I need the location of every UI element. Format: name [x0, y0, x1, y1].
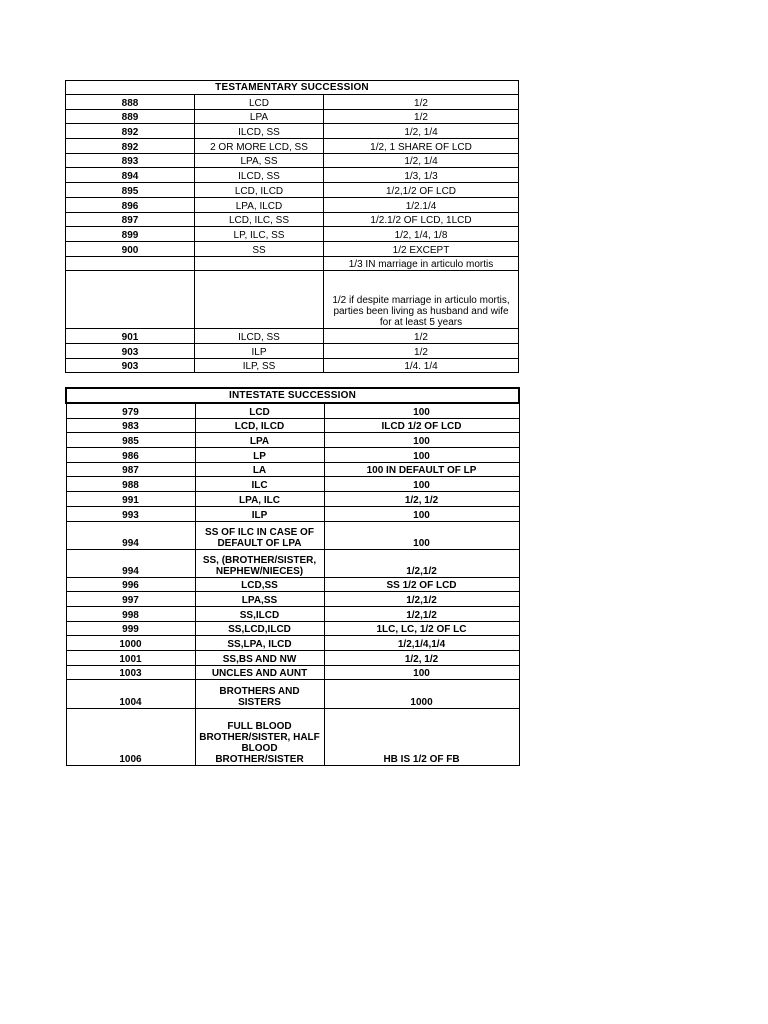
- share-cell: 1/2.1/4: [324, 197, 519, 212]
- table-row: [66, 433, 519, 448]
- table-row: [66, 183, 519, 198]
- heir-cell: LCD, ILC, SS: [195, 212, 324, 227]
- heir-cell: UNCLES AND AUNT: [195, 665, 324, 680]
- table-row: [66, 241, 519, 256]
- table-row: [66, 256, 519, 271]
- heir-cell: LPA,SS: [195, 592, 324, 607]
- table-row: [66, 577, 519, 592]
- article-cell: 897: [66, 212, 195, 227]
- table-row: [66, 124, 519, 139]
- heir-cell: LCD, ILCD: [195, 183, 324, 198]
- share-cell: 1/2 EXCEPT: [324, 241, 519, 256]
- article-cell: 896: [66, 197, 195, 212]
- article-cell: 1001: [66, 650, 195, 665]
- table-row: [66, 153, 519, 168]
- intestate-succession-table: [65, 387, 520, 766]
- share-cell: 100: [324, 477, 519, 492]
- table-row: [66, 549, 519, 577]
- heir-cell: SS,LCD,ILCD: [195, 621, 324, 636]
- testamentary-title: TESTAMENTARY SUCCESSION: [66, 81, 519, 95]
- table-row: [66, 403, 519, 418]
- table-row: [66, 227, 519, 242]
- share-cell: 1LC, LC, 1/2 OF LC: [324, 621, 519, 636]
- table-row: [66, 168, 519, 183]
- heir-cell: SS,LPA, ILCD: [195, 636, 324, 651]
- intestate-title: INTESTATE SUCCESSION: [66, 388, 519, 403]
- share-cell: 100: [324, 448, 519, 463]
- heir-cell: LPA: [195, 109, 324, 124]
- heir-cell: SS,BS AND NW: [195, 650, 324, 665]
- table-row: [66, 212, 519, 227]
- article-cell: 987: [66, 462, 195, 477]
- heir-cell: LP: [195, 448, 324, 463]
- share-cell: 1/3, 1/3: [324, 168, 519, 183]
- share-cell: 1/2, 1/4: [324, 153, 519, 168]
- share-cell: 100: [324, 433, 519, 448]
- table-row: [66, 492, 519, 507]
- share-cell: 1/2: [324, 343, 519, 358]
- table-row: [66, 448, 519, 463]
- article-cell: 895: [66, 183, 195, 198]
- article-cell: 901: [66, 329, 195, 344]
- share-cell: 100: [324, 665, 519, 680]
- heir-cell: 2 OR MORE LCD, SS: [195, 139, 324, 154]
- share-cell: 100: [324, 521, 519, 549]
- article-cell: 892: [66, 139, 195, 154]
- share-cell: 100 IN DEFAULT OF LP: [324, 462, 519, 477]
- heir-cell: ILCD, SS: [195, 168, 324, 183]
- heir-cell: ILC: [195, 477, 324, 492]
- share-cell: 1/2.1/2 OF LCD, 1LCD: [324, 212, 519, 227]
- article-cell: 999: [66, 621, 195, 636]
- article-cell: [66, 256, 195, 271]
- article-cell: 994: [66, 521, 195, 549]
- article-cell: 889: [66, 109, 195, 124]
- share-cell: 1/2, 1/4, 1/8: [324, 227, 519, 242]
- share-cell: 100: [324, 403, 519, 418]
- share-cell: 1/4. 1/4: [324, 358, 519, 373]
- heir-cell: LPA: [195, 433, 324, 448]
- heir-cell: [195, 271, 324, 329]
- share-cell: 1/2: [324, 95, 519, 110]
- share-cell: 1/2,1/2: [324, 549, 519, 577]
- article-cell: 888: [66, 95, 195, 110]
- table-row: [66, 680, 519, 709]
- heir-cell: [195, 256, 324, 271]
- heir-cell: FULL BLOOD BROTHER/SISTER, HALF BLOOD BROTHER/SISTER: [195, 709, 324, 766]
- heir-cell: ILP: [195, 343, 324, 358]
- share-cell: 1/2,1/4,1/4: [324, 636, 519, 651]
- table-row: [66, 621, 519, 636]
- share-cell: 1/2,1/2: [324, 606, 519, 621]
- heir-cell: LP, ILC, SS: [195, 227, 324, 242]
- heir-cell: SS,ILCD: [195, 606, 324, 621]
- article-cell: 1000: [66, 636, 195, 651]
- heir-cell: SS, (BROTHER/SISTER, NEPHEW/NIECES): [195, 549, 324, 577]
- heir-cell: LCD: [195, 95, 324, 110]
- article-cell: 1003: [66, 665, 195, 680]
- article-cell: 994: [66, 549, 195, 577]
- share-cell: 1/2 if despite marriage in articulo mortis, parties been living as husband and wife for at least 5 years: [324, 271, 519, 329]
- article-cell: 983: [66, 418, 195, 433]
- heir-cell: LPA, ILC: [195, 492, 324, 507]
- article-cell: 979: [66, 403, 195, 418]
- heir-cell: LA: [195, 462, 324, 477]
- article-cell: 1004: [66, 680, 195, 709]
- heir-cell: BROTHERS AND SISTERS: [195, 680, 324, 709]
- article-cell: 1006: [66, 709, 195, 766]
- table-row: [66, 462, 519, 477]
- table-row: [66, 606, 519, 621]
- table-row: [66, 506, 519, 521]
- table-title-row: [66, 388, 519, 403]
- article-cell: 899: [66, 227, 195, 242]
- table-row: [66, 271, 519, 329]
- article-cell: 988: [66, 477, 195, 492]
- testamentary-succession-table: [65, 80, 519, 373]
- heir-cell: ILCD, SS: [195, 124, 324, 139]
- article-cell: 997: [66, 592, 195, 607]
- heir-cell: SS: [195, 241, 324, 256]
- article-cell: 985: [66, 433, 195, 448]
- share-cell: 1/2: [324, 109, 519, 124]
- share-cell: 1/2, 1/4: [324, 124, 519, 139]
- table-row: [66, 343, 519, 358]
- article-cell: 991: [66, 492, 195, 507]
- table-row: [66, 636, 519, 651]
- table-row: [66, 709, 519, 766]
- article-cell: 996: [66, 577, 195, 592]
- share-cell: 1/2,1/2 OF LCD: [324, 183, 519, 198]
- share-cell: SS 1/2 OF LCD: [324, 577, 519, 592]
- article-cell: 993: [66, 506, 195, 521]
- share-cell: 1/2,1/2: [324, 592, 519, 607]
- heir-cell: LPA, SS: [195, 153, 324, 168]
- share-cell: 1/2, 1/2: [324, 492, 519, 507]
- share-cell: 1000: [324, 680, 519, 709]
- share-cell: 1/2: [324, 329, 519, 344]
- table-row: [66, 109, 519, 124]
- table-row: [66, 650, 519, 665]
- table-title-row: [66, 81, 519, 95]
- table-row: [66, 329, 519, 344]
- table-row: [66, 418, 519, 433]
- heir-cell: LPA, ILCD: [195, 197, 324, 212]
- article-cell: 900: [66, 241, 195, 256]
- table-row: [66, 477, 519, 492]
- table-row: [66, 197, 519, 212]
- heir-cell: LCD, ILCD: [195, 418, 324, 433]
- share-cell: 1/2, 1/2: [324, 650, 519, 665]
- table-row: [66, 358, 519, 373]
- article-cell: [66, 271, 195, 329]
- article-cell: 998: [66, 606, 195, 621]
- heir-cell: ILCD, SS: [195, 329, 324, 344]
- article-cell: 894: [66, 168, 195, 183]
- share-cell: 1/2, 1 SHARE OF LCD: [324, 139, 519, 154]
- table-row: [66, 139, 519, 154]
- article-cell: 903: [66, 343, 195, 358]
- heir-cell: ILP: [195, 506, 324, 521]
- table-row: [66, 665, 519, 680]
- heir-cell: ILP, SS: [195, 358, 324, 373]
- share-cell: 100: [324, 506, 519, 521]
- share-cell: 1/3 IN marriage in articulo mortis: [324, 256, 519, 271]
- heir-cell: LCD,SS: [195, 577, 324, 592]
- article-cell: 986: [66, 448, 195, 463]
- table-row: [66, 521, 519, 549]
- article-cell: 892: [66, 124, 195, 139]
- share-cell: HB IS 1/2 OF FB: [324, 709, 519, 766]
- share-cell: ILCD 1/2 OF LCD: [324, 418, 519, 433]
- article-cell: 903: [66, 358, 195, 373]
- table-row: [66, 592, 519, 607]
- heir-cell: SS OF ILC IN CASE OF DEFAULT OF LPA: [195, 521, 324, 549]
- article-cell: 893: [66, 153, 195, 168]
- table-row: [66, 95, 519, 110]
- heir-cell: LCD: [195, 403, 324, 418]
